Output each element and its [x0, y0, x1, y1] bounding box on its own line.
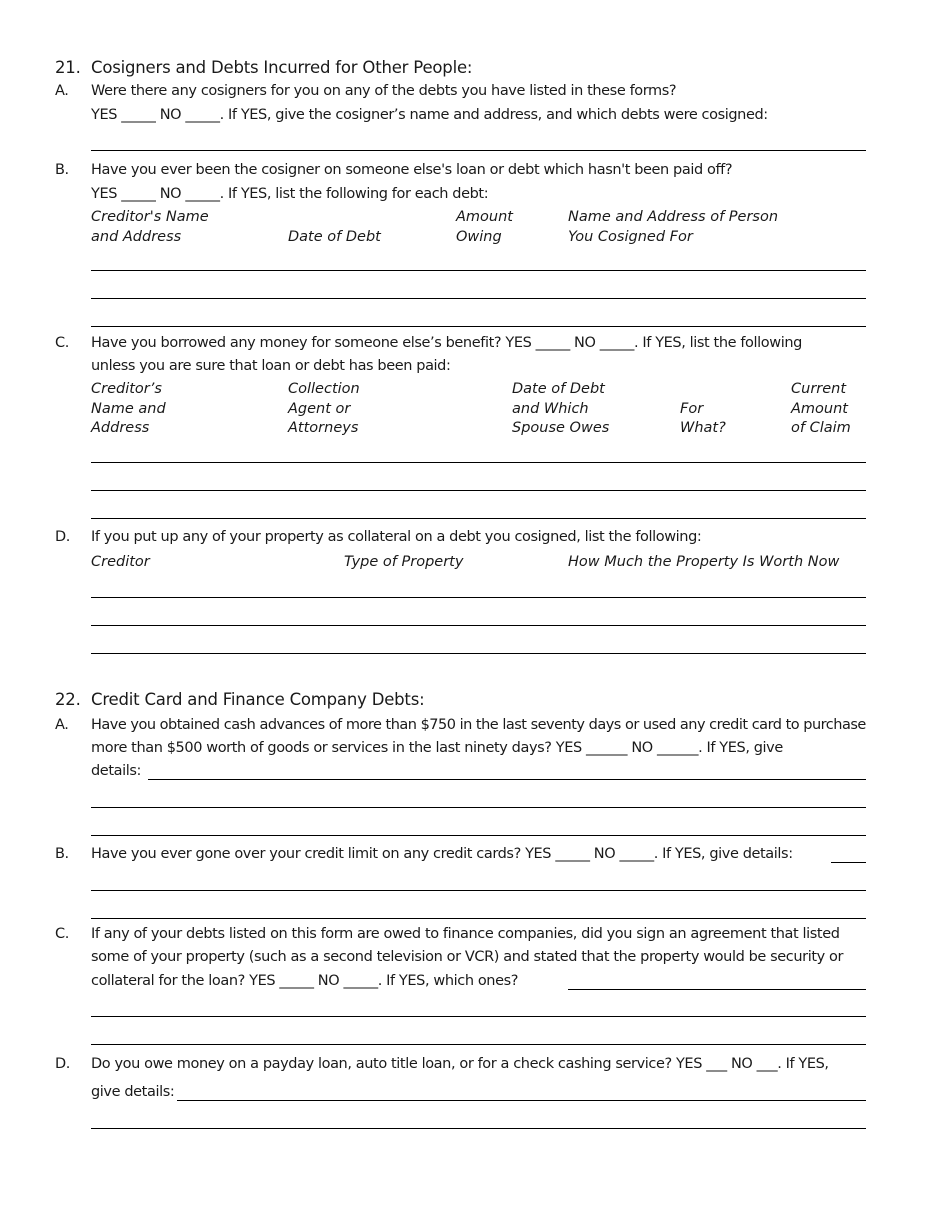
col-date-2: and Which — [512, 401, 589, 417]
answer-line[interactable] — [91, 653, 866, 654]
col-creditor-1: Creditor’s — [91, 381, 162, 397]
col-current-3: of Claim — [791, 420, 851, 436]
item-22a-question: Have you obtained cash advances of more than $750 in the last seventy days or used any credit card to purchase — [91, 717, 866, 733]
answer-line[interactable] — [91, 518, 866, 519]
col-creditor-name-2: and Address — [91, 229, 182, 245]
col-creditor-name-1: Creditor's Name — [91, 209, 209, 225]
item-21c-question: Have you borrowed any money for someone else’s benefit? YES _____ NO _____. If YES, list the following — [91, 335, 802, 351]
answer-line[interactable] — [91, 270, 866, 271]
item-22a-letter: A. — [55, 717, 69, 733]
item-21c-letter: C. — [55, 335, 69, 351]
col-date-3: Spouse Owes — [512, 420, 610, 436]
item-22d-details-label: give details: — [91, 1084, 175, 1100]
answer-line[interactable] — [91, 1044, 866, 1045]
answer-line[interactable] — [91, 890, 866, 891]
item-22d-question: Do you owe money on a payday loan, auto title loan, or for a check cashing service? YES ___ NO ___. If YES, — [91, 1056, 829, 1072]
col-amount-1: Amount — [456, 209, 513, 225]
answer-line[interactable] — [91, 326, 866, 327]
col-person-2: You Cosigned For — [568, 229, 693, 245]
col-collection-3: Attorneys — [288, 420, 359, 436]
col-date-1: Date of Debt — [512, 381, 605, 397]
item-21d-question: If you put up any of your property as collateral on a debt you cosigned, list the following: — [91, 529, 702, 545]
item-21b-letter: B. — [55, 162, 69, 178]
answer-line[interactable] — [91, 490, 866, 491]
col-collection-1: Collection — [288, 381, 360, 397]
item-22b-letter: B. — [55, 846, 69, 862]
details-input-line[interactable] — [568, 989, 866, 990]
item-21b-yes-no: YES _____ NO _____. If YES, list the following for each debt: — [91, 186, 489, 202]
answer-line[interactable] — [91, 835, 866, 836]
details-input-line[interactable] — [148, 779, 866, 780]
col-person-1: Name and Address of Person — [568, 209, 779, 225]
item-21b-question: Have you ever been the cosigner on someone else's loan or debt which hasn't been paid off? — [91, 162, 733, 178]
item-21a-letter: A. — [55, 83, 69, 99]
col-collection-2: Agent or — [288, 401, 351, 417]
item-22c-yes-no: collateral for the loan? YES _____ NO _____. If YES, which ones? — [91, 973, 519, 989]
col-for-2: What? — [680, 420, 726, 436]
details-input-line[interactable] — [177, 1100, 866, 1101]
item-22a-yes-no: more than $500 worth of goods or services in the last ninety days? YES ______ NO ______. If YES, give — [91, 740, 783, 756]
col-current-2: Amount — [791, 401, 848, 417]
col-amount-2: Owing — [456, 229, 502, 245]
item-22c-letter: C. — [55, 926, 69, 942]
item-21d-letter: D. — [55, 529, 70, 545]
answer-line[interactable] — [91, 597, 866, 598]
col-creditor-3: Address — [91, 420, 150, 436]
item-22c-question-cont: some of your property (such as a second television or VCR) and stated that the property would be security or — [91, 949, 844, 965]
item-21a-yes-no: YES _____ NO _____. If YES, give the cosigner’s name and address, and which debts were cosigned: — [91, 107, 768, 123]
col-property-worth: How Much the Property Is Worth Now — [568, 554, 840, 570]
col-current-1: Current — [791, 381, 847, 397]
answer-line[interactable] — [91, 625, 866, 626]
item-22a-details-label: details: — [91, 763, 141, 779]
col-for-1: For — [680, 401, 704, 417]
answer-line[interactable] — [91, 1016, 866, 1017]
section-22-number: 22. — [55, 690, 81, 709]
answer-line[interactable] — [91, 918, 866, 919]
section-21-title: Cosigners and Debts Incurred for Other People: — [91, 58, 473, 77]
item-21c-question-cont: unless you are sure that loan or debt has been paid: — [91, 358, 451, 374]
answer-line[interactable] — [91, 1128, 866, 1129]
answer-line[interactable] — [91, 150, 866, 151]
details-input-line[interactable] — [831, 862, 866, 863]
section-21-number: 21. — [55, 58, 81, 77]
item-22d-letter: D. — [55, 1056, 70, 1072]
answer-line[interactable] — [91, 807, 866, 808]
item-21a-question: Were there any cosigners for you on any of the debts you have listed in these forms? — [91, 83, 677, 99]
col-type-of-property: Type of Property — [344, 554, 464, 570]
item-22b-question: Have you ever gone over your credit limit on any credit cards? YES _____ NO _____. If YES, give details: — [91, 846, 793, 862]
col-date-of-debt: Date of Debt — [288, 229, 381, 245]
answer-line[interactable] — [91, 462, 866, 463]
col-creditor: Creditor — [91, 554, 150, 570]
col-creditor-2: Name and — [91, 401, 166, 417]
answer-line[interactable] — [91, 298, 866, 299]
item-22c-question: If any of your debts listed on this form are owed to finance companies, did you sign an agreement that listed — [91, 926, 840, 942]
section-22-title: Credit Card and Finance Company Debts: — [91, 690, 425, 709]
